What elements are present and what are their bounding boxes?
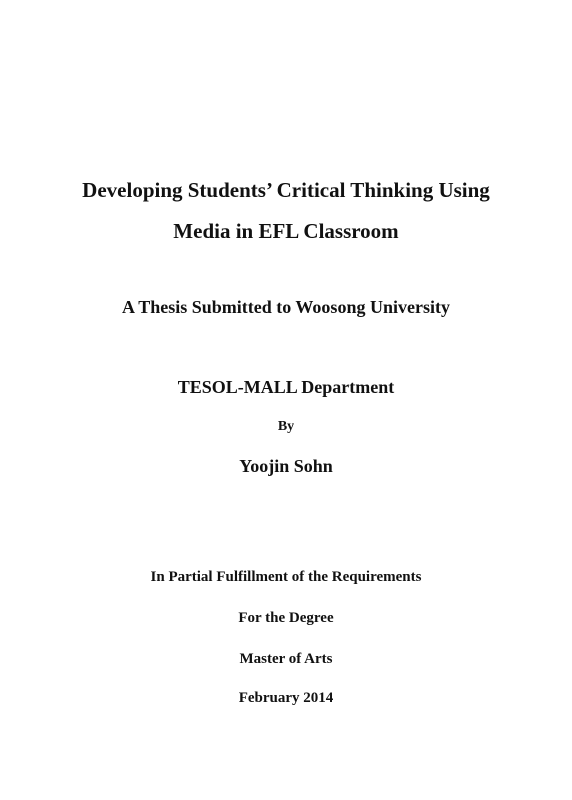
degree-label: For the Degree xyxy=(238,610,334,626)
department-name: TESOL-MALL Department xyxy=(177,377,395,397)
submission-date: February 2014 xyxy=(238,690,334,706)
by-label: By xyxy=(277,419,295,434)
thesis-title-line-2: Media in EFL Classroom xyxy=(173,219,399,243)
submission-statement: A Thesis Submitted to Woosong University xyxy=(122,297,450,317)
degree-name: Master of Arts xyxy=(239,651,333,667)
thesis-title-line-1: Developing Students’ Critical Thinking Using xyxy=(82,178,490,202)
author-name: Yoojin Sohn xyxy=(239,456,333,476)
fulfillment-statement: In Partial Fulfillment of the Requirements xyxy=(150,569,422,585)
